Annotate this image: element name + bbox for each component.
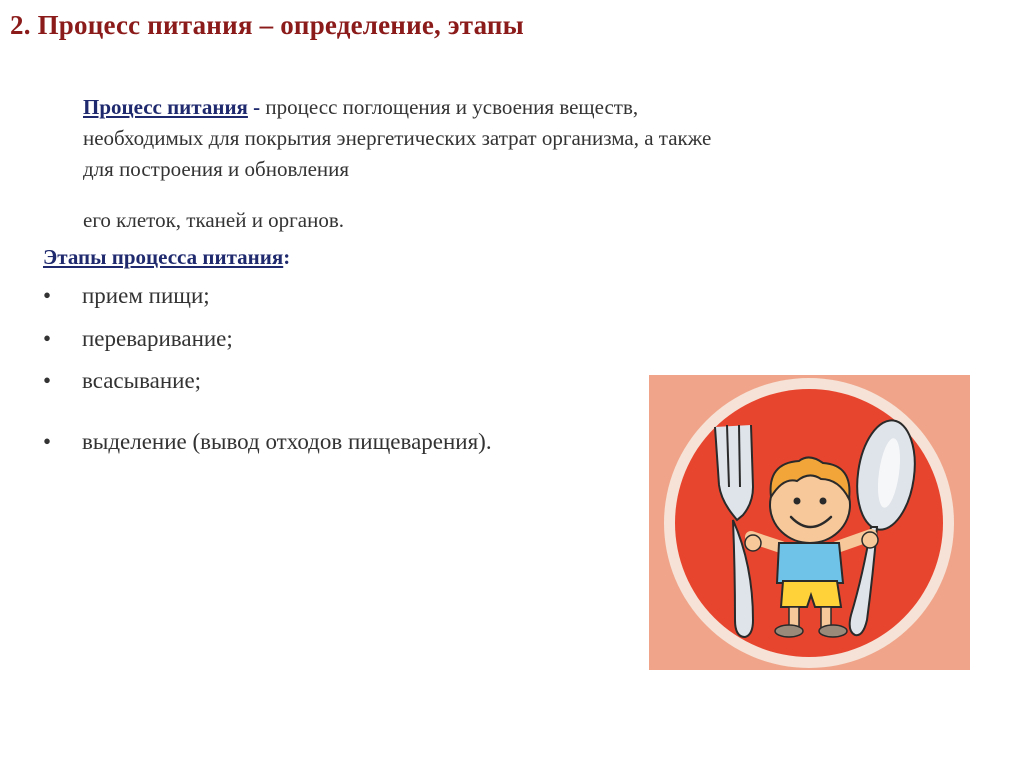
definition-term: Процесс питания [83,95,248,119]
bullet-icon: • [43,326,52,351]
bullet-icon: • [43,368,52,393]
definition-text: процесс поглощения и усвоения веществ, необходимых для покрытия энергетических затрат организма, а также для построения и обновления [83,95,712,181]
illustration-svg [649,375,970,670]
stage-text: выделение (вывод отходов пищеварения). [82,429,492,454]
slide-title: 2. Процесс питания – определение, этапы [10,10,524,40]
stage-text: прием пищи; [82,283,210,308]
stage-text: всасывание; [82,368,202,393]
definition-paragraph [83,92,723,236]
definition-dash: - [247,95,266,119]
stage-text: переваривание; [82,326,233,351]
bullet-icon: • [43,283,52,308]
child-with-cutlery-illustration [649,375,970,670]
stages-heading-colon: : [283,245,291,269]
stages-heading-label: Этапы процесса питания [43,245,284,269]
stages-heading [43,245,290,270]
definition-text-end: его клеток, тканей и органов. [83,208,345,232]
bullet-icon: • [43,429,52,454]
